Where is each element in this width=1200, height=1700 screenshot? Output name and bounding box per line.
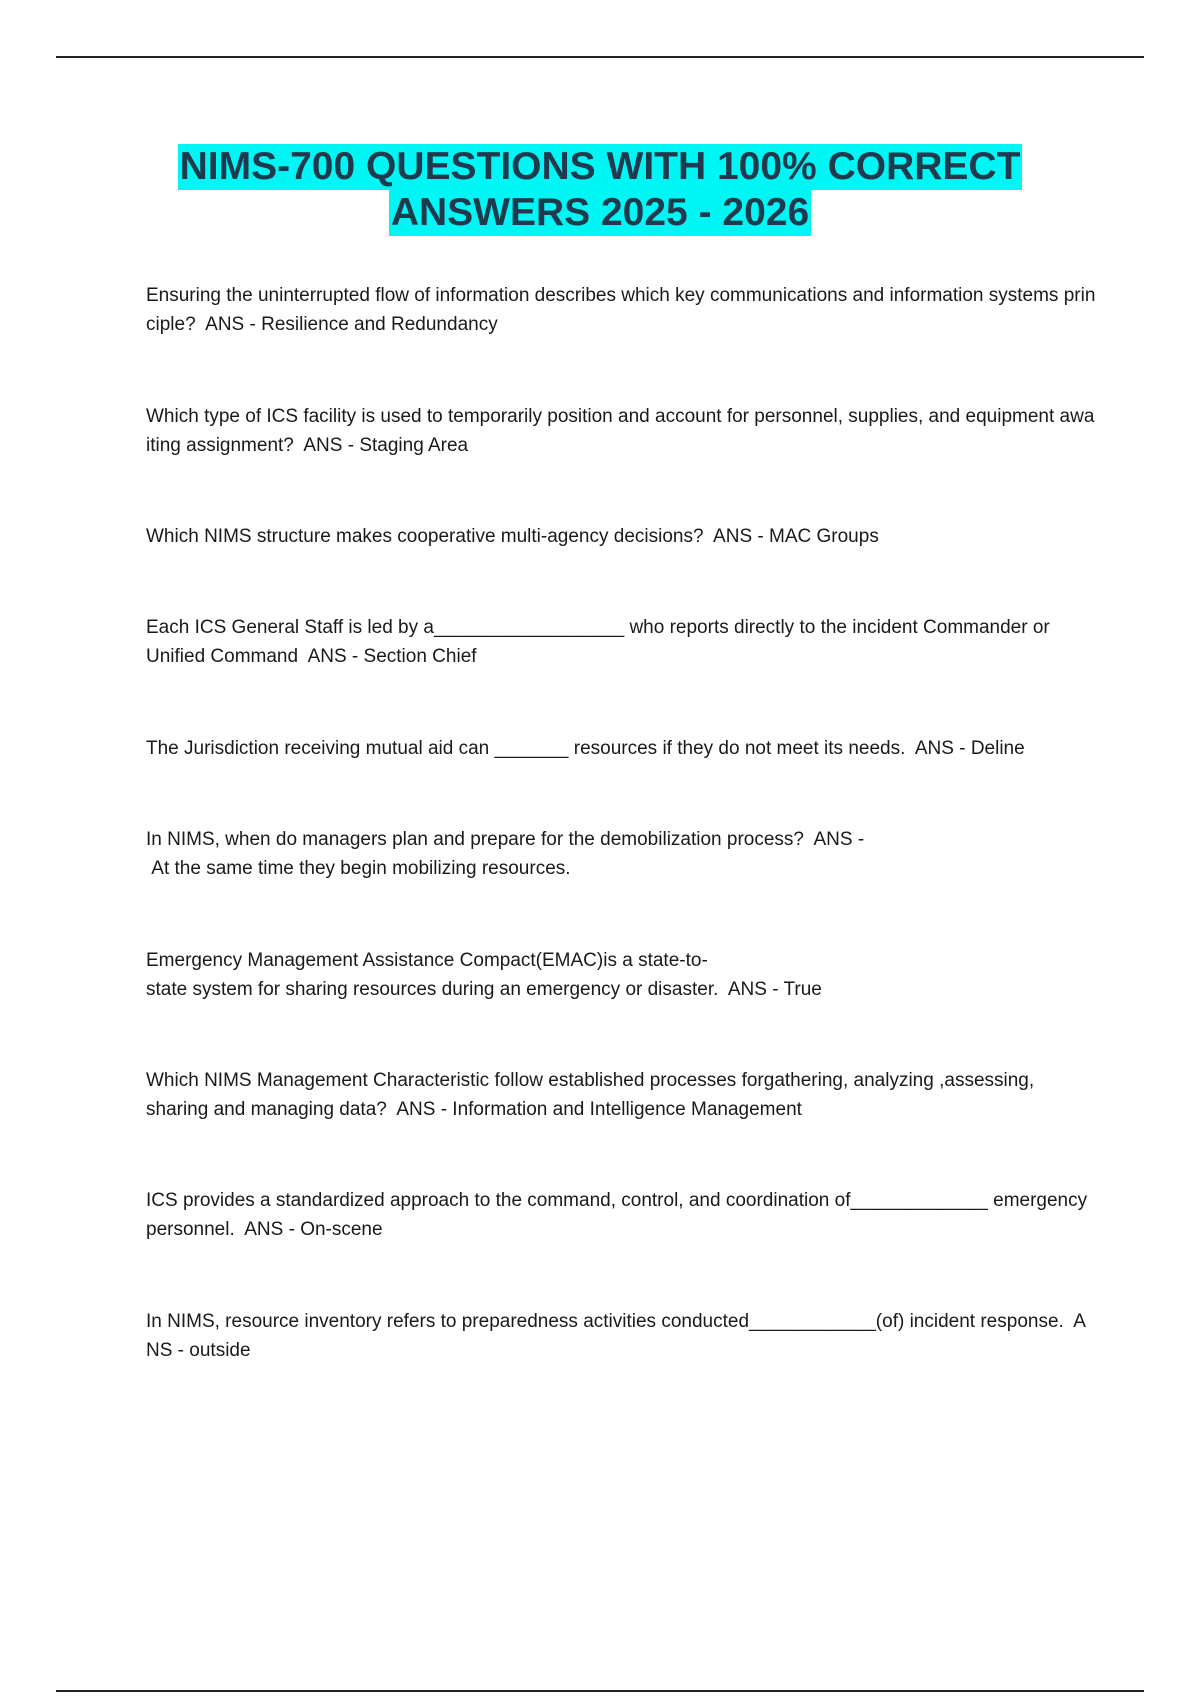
qa-item-1: Ensuring the uninterrupted flow of information describes which key communications and information systems principle? ANS - Resilience and Redundancy bbox=[146, 285, 1096, 335]
document-title bbox=[0, 144, 1200, 236]
qa-item-8: Which NIMS Management Characteristic follow established processes forgathering, analyzing ,assessing, sharing and managing data? ANS - Information and Intelligence Management bbox=[146, 1070, 1035, 1120]
qa-item-7: Emergency Management Assistance Compact(EMAC)is a state-to- state system for sharing resources during an emergency or disaster. ANS - True bbox=[146, 950, 822, 1000]
title-line-2: ANSWERS 2025 - 2026 bbox=[390, 191, 810, 234]
qa-item-10: In NIMS, resource inventory refers to preparedness activities conducted____________(of) incident response. ANS - outside bbox=[146, 1311, 1086, 1361]
qa-item-2: Which type of ICS facility is used to temporarily position and account for personnel, supplies, and equipment awaiting assignment? ANS - Staging Area bbox=[146, 406, 1095, 456]
qa-item-4: Each ICS General Staff is led by a__________________ who reports directly to the incident Commander or Unified Command ANS - Section Chief bbox=[146, 617, 1050, 667]
qa-item-9: ICS provides a standardized approach to the command, control, and coordination of_____________ emergency personnel. ANS - On-scene bbox=[146, 1190, 1093, 1240]
title-line-1: NIMS-700 QUESTIONS WITH 100% CORRECT bbox=[179, 145, 1021, 188]
qa-item-6: In NIMS, when do managers plan and prepare for the demobilization process? ANS - At the same time they begin mobilizing resources. bbox=[146, 829, 865, 879]
bottom-rule bbox=[56, 1690, 1144, 1692]
top-rule bbox=[56, 56, 1144, 58]
qa-item-5: The Jurisdiction receiving mutual aid can _______ resources if they do not meet its needs. ANS - Deline bbox=[146, 738, 1025, 759]
qa-item-3: Which NIMS structure makes cooperative multi-agency decisions? ANS - MAC Groups bbox=[146, 526, 879, 547]
